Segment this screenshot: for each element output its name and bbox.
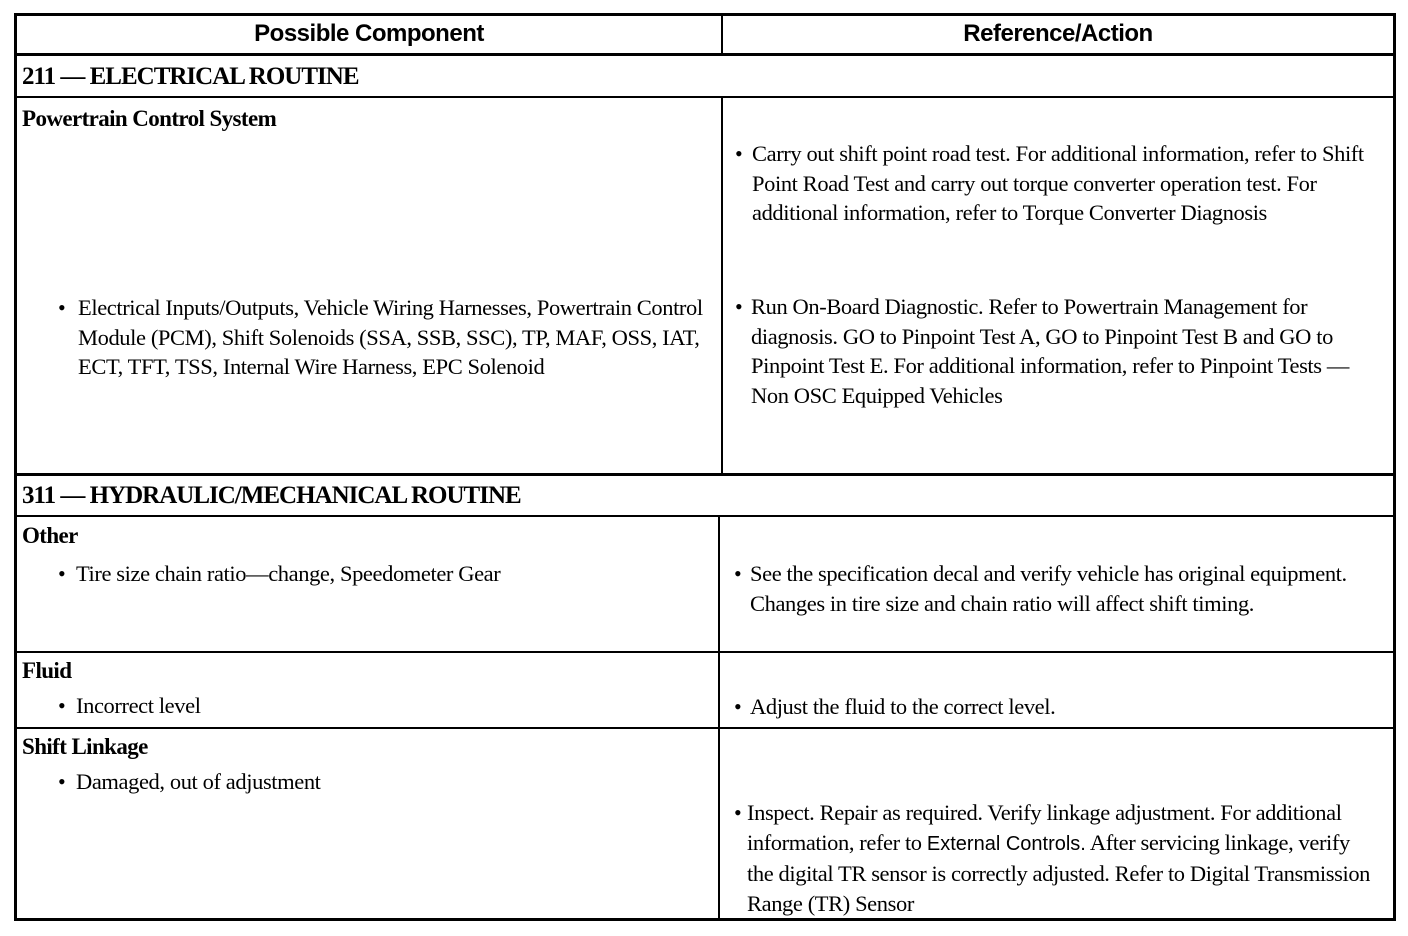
row-other-divider: [14, 651, 1396, 653]
bullet-icon: •: [734, 561, 742, 586]
header-divider: [14, 53, 1396, 56]
column-separator-211: [721, 97, 723, 475]
bullet-icon: •: [735, 294, 743, 319]
action-shift-point-road-test: Carry out shift point road test. For additional information, refer to Shift Point Road Test and carry out torque converter operation test. For additional information, refer to Torque Converter Diagnosis: [752, 141, 1364, 225]
component-tire-size-chain-ratio: Tire size chain ratio—change, Speedometer Gear: [76, 561, 501, 586]
section-311-top-divider: [14, 473, 1396, 476]
table-border-bottom: [14, 918, 1396, 921]
action-adjust-fluid: Adjust the fluid to the correct level.: [750, 694, 1056, 719]
action-inspect-linkage: [747, 798, 1381, 918]
action-run-on-board-diagnostic: Run On-Board Diagnostic. Refer to Powertrain Management for diagnosis. GO to Pinpoint Test A, GO to Pinpoint Test B and GO to Pinpoint Test E. For additional information, refer to Pinpoint Tests — Non OSC Equipped Vehicles: [751, 294, 1349, 408]
column-separator-311: [718, 516, 720, 920]
section-title-electrical-routine: 211 — ELECTRICAL ROUTINE: [22, 63, 359, 90]
bullet-icon: •: [58, 295, 66, 320]
external-controls-reference: External Controls.: [926, 832, 1086, 855]
action-after-servicing-text: After servicing linkage, verify the digital TR sensor is correctly adjusted. Refer to Digital Transmission Range (TR) Sensor: [747, 829, 1371, 916]
section-title-hydraulic-mechanical-routine: 311 — HYDRAULIC/MECHANICAL ROUTINE: [22, 482, 521, 509]
action-inspect-text: Inspect. Repair as required. Verify linkage adjustment. For additional information, refer to: [747, 800, 1342, 855]
bullet-icon: •: [734, 800, 742, 825]
header-reference-action: Reference/Action: [963, 20, 1153, 47]
component-incorrect-level: Incorrect level: [76, 693, 201, 718]
table-border-top: [14, 13, 1396, 16]
group-title-shift-linkage: Shift Linkage: [22, 734, 148, 759]
header-possible-component: Possible Component: [254, 20, 484, 47]
table-border-right: [1393, 13, 1396, 921]
section-211-divider: [14, 96, 1396, 98]
bullet-icon: •: [58, 769, 66, 794]
bullet-icon: •: [735, 141, 743, 166]
group-title-other: Other: [22, 523, 78, 548]
row-fluid-divider: [14, 727, 1396, 729]
table-border-left: [14, 13, 17, 921]
group-title-fluid: Fluid: [22, 658, 72, 683]
bullet-icon: •: [58, 693, 66, 718]
component-electrical-inputs: Electrical Inputs/Outputs, Vehicle Wiring Harnesses, Powertrain Control Module (PCM), Shift Solenoids (SSA, SSB, SSC), TP, MAF, OSS, IAT, ECT, TFT, TSS, Internal Wire Harness, EPC Solenoid: [78, 295, 703, 379]
bullet-icon: •: [734, 694, 742, 719]
group-title-powertrain-control-system: Powertrain Control System: [22, 106, 277, 131]
section-311-divider: [14, 515, 1396, 517]
action-specification-decal: See the specification decal and verify vehicle has original equipment. Changes in tire size and chain ratio will affect shift timing.: [750, 561, 1347, 616]
bullet-icon: •: [58, 561, 66, 586]
component-damaged-out-of-adjustment: Damaged, out of adjustment: [76, 769, 321, 794]
